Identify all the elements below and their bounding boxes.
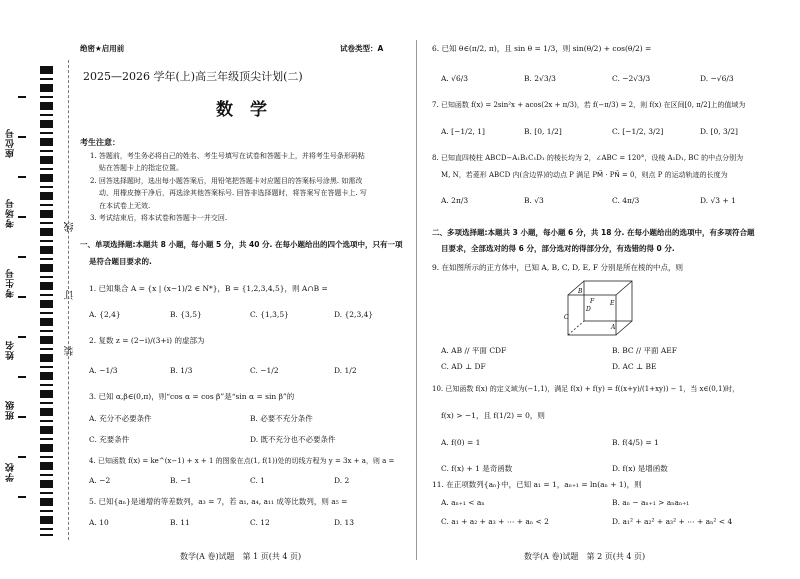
secret-mark: 绝密★启用前 [80,44,125,53]
q4-option-d: D. 2 [334,476,350,485]
q10-option-c: C. f(x) + 1 是奇函数 [441,464,513,473]
q5-option-d: D. 13 [334,518,355,527]
cube-figure [564,277,640,339]
notice-line-2: 贴在答题卡上的指定位置。 [99,164,183,172]
subject-title: 数 学 [216,100,267,120]
q6-option-d: D. −√6/3 [700,74,734,83]
point-f-label: F [590,298,595,305]
q7-option-b: B. [0, 1/2] [524,127,562,136]
q4-option-a: A. −2 [89,476,111,485]
notice-line-5: 在本试卷上无效. [99,202,151,210]
q11-option-a: A. aₙ₊₁ < aₙ [441,498,485,507]
section2-line1: 二、多项选择题:本题共 3 小题，每小题 6 分，共 18 分. 在每小题给出的选项中，有多项符合题 [432,228,755,237]
q3-option-d: D. 既不充分也不必要条件 [250,435,336,444]
notice-line-4: 动，用橡皮擦干净后，再选涂其他答案标号. 回答非选择题时，将答案写在答题卡上. 写 [99,189,367,197]
barcode-pattern [40,66,53,536]
point-d-label: D [586,306,591,313]
paper-type: 试卷类型：A [340,44,384,53]
q9-option-b: B. BC // 平面 AEF [612,346,677,355]
q10-option-b: B. f(4/5) = 1 [612,438,659,447]
footer-page-1: 数学(A 卷)试题 第 1 页(共 4 页) [180,552,302,561]
q8-option-a: A. 2π/3 [441,196,469,205]
q11-option-b: B. aₙ − aₙ₊₁ > aₙaₙ₊₁ [612,498,690,507]
q2-option-a: A. −1/3 [89,366,118,375]
q1-option-d: D. {2,3,4} [334,310,374,319]
right-column [432,0,770,579]
q5-stem: 5. 已知{aₙ}是递增的等差数列，a₃ = 7，若 a₁, a₄, a₁₁ 成等比数列，则 a₅ = [89,497,348,506]
q9-stem: 9. 在如图所示的正方体中，已知 A, B, C, D, E, F 分别是所在棱的中点，则 [432,263,683,272]
q7-option-a: A. [−1/2, 1] [441,127,485,136]
q2-stem: 2. 复数 z = (2−i)/(3+i) 的虚部为 [89,336,205,345]
q10-option-d: D. f(x) 是增函数 [612,464,668,473]
q8-stem-2: M, N，若菱形 ABCD 内(含边界)的动点 P 满足 PM⃗ · PN⃗ = 0，则点 P 的运动轨迹的长度为 [441,171,728,179]
q4-option-b: B. −1 [170,476,192,485]
q7-option-c: C. [−1/2, 3/2] [612,127,664,136]
label-candidate: 考生号 [6,268,16,298]
q1-option-b: B. {3,5} [170,310,202,319]
q3-stem: 3. 已知 α,β∈(0,π)，则“cos α = cos β”是“sin α = sin β”的 [89,392,295,401]
point-a-label: A [611,324,616,331]
q5-option-a: A. 10 [89,518,109,527]
q3-option-a: A. 充分不必要条件 [89,414,152,423]
q2-option-d: D. 1/2 [334,366,357,375]
q11-option-d: D. a₁² + a₂² + a₃² + ⋯ + aₙ² < 4 [612,517,733,526]
q6-option-a: A. √6/3 [441,74,469,83]
q8-option-b: B. √3 [524,196,544,205]
q8-option-c: C. 4π/3 [612,196,640,205]
q10-stem-2: f(x) > −1，且 f(1/2) = 0，则 [441,411,545,420]
binding-strip [0,0,76,579]
footer-page-2: 数学(A 卷)试题 第 2 页(共 4 页) [524,552,646,561]
mark-ding: 订 [65,290,76,300]
q8-stem-1: 8. 已知直四棱柱 ABCD−A₁B₁C₁D₁ 的棱长均为 2，∠ABC = 120°，设棱 A₁D₁, BC 的中点分别为 [432,154,744,162]
left-column [80,0,403,579]
binding-line [68,60,69,540]
q6-option-c: C. −2√3/3 [612,74,651,83]
q5-option-c: C. 12 [250,518,270,527]
q9-option-a: A. AB // 平面 CDF [441,346,507,355]
q9-option-d: D. AC ⊥ BE [612,362,657,371]
section2-line2: 目要求，全部选对的得 6 分，部分选对的得部分分，有选错的得 0 分. [441,244,675,253]
point-c-label: C [564,314,569,321]
q4-option-c: C. 1 [250,476,266,485]
label-class: 班级 [6,400,16,420]
q11-option-c: C. a₁ + a₂ + a₃ + ⋯ + aₙ < 2 [441,517,549,526]
notice-line-3: 2. 回答选择题时，选出每小题答案后，用铅笔把答题卡对应题目的答案标号涂黑. 如需改 [90,177,363,185]
q4-stem: 4. 已知函数 f(x) = ke^(x−1) + x + 1 的图象在点(1, f(1))处的切线方程为 y = 3x + a，则 a = [89,457,395,465]
barcode-pattern-thin [18,66,26,536]
q10-option-a: A. f(0) = 1 [441,438,481,447]
q1-option-c: C. {1,3,5} [250,310,289,319]
point-e-label: E [610,300,615,307]
q1-option-a: A. {2,4} [89,310,121,319]
notice-line-1: 1. 答题前，考生务必将自己的姓名、考生号填写在试卷和答题卡上，并将考生号条形码粘 [90,152,365,160]
notice-line-6: 3. 考试结束后，将本试卷和答题卡一并交回. [90,214,228,222]
q2-option-b: B. 1/3 [170,366,193,375]
q11-stem: 11. 在正项数列{aₙ}中，已知 a₁ = 1，aₙ₊₁ = ln(aₙ + 1)，则 [432,480,642,489]
section1-line1: 一、单项选择题:本题共 8 小题，每小题 5 分，共 40 分. 在每小题给出的四个选项中，只有一项 [80,240,403,249]
q3-option-c: C. 充要条件 [89,435,130,444]
mark-xian: 线 [65,222,76,232]
exam-title: 2025—2026 学年(上)高三年级顶尖计划(二) [83,70,303,83]
notice-heading: 考生注意： [80,138,120,147]
label-school: 学校 [6,462,16,482]
q1-stem: 1. 已知集合 A = {x | (x−1)/2 ∈ N*}，B = {1,2,3,4,5}，则 A∩B = [89,284,328,293]
q7-stem: 7. 已知函数 f(x) = 2sin²x + acos(2x + π/3)，若 f(−π/3) = 2，则 f(x) 在区间[0, π/2]上的值域为 [432,101,746,109]
section1-line2: 是符合题目要求的. [89,257,152,266]
q6-option-b: B. 2√3/3 [524,74,556,83]
q6-stem: 6. 已知 θ∈(π/2, π)，且 sin θ = 1/3，则 sin(θ/2) + cos(θ/2) = [432,44,652,53]
label-name: 姓名 [6,340,16,360]
q2-option-c: C. −1/2 [250,366,279,375]
q9-option-c: C. AD ⊥ DF [441,362,486,371]
q3-option-b: B. 必要不充分条件 [250,414,313,423]
point-b-label: B [578,288,583,295]
q8-option-d: D. √3 + 1 [700,196,736,205]
q10-stem-1: 10. 已知函数 f(x) 的定义域为(−1,1)，满足 f(x) + f(y) = f((x+y)/(1+xy)) − 1，当 x∈(0,1)时， [432,385,740,393]
label-seat: 座位号 [6,128,16,158]
column-divider [416,40,417,560]
q7-option-d: D. [0, 3/2] [700,127,738,136]
q5-option-b: B. 11 [170,518,190,527]
label-room: 考场号 [6,198,16,228]
mark-zhuang: 装 [65,346,76,356]
